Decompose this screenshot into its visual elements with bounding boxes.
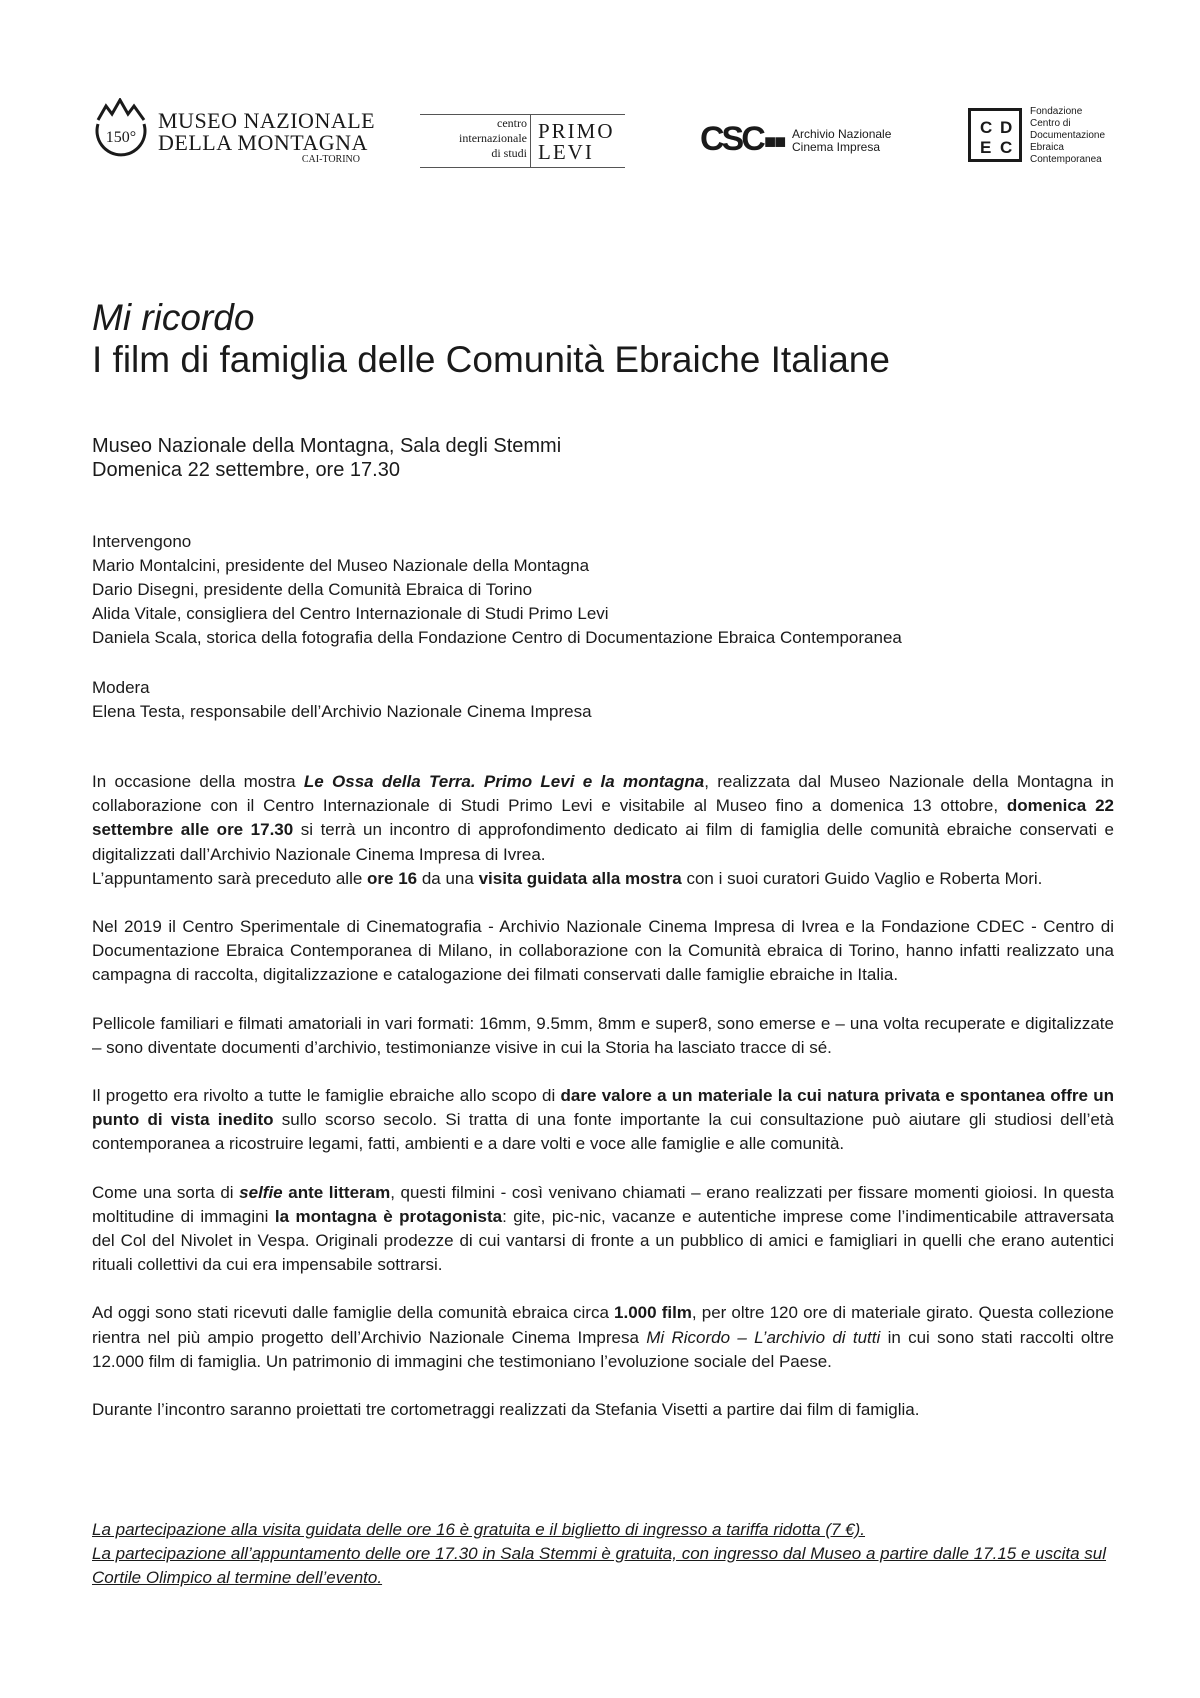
venue-place: Museo Nazionale della Montagna, Sala degli Stemmi [92,435,562,457]
cdec-letter: D [1000,118,1013,137]
text-run: , questi filmini - così venivano chiamati – erano realizzati per fissare momenti gioiosi. In questa moltitudine di immagini [92,1182,1114,1226]
bold-run: visita guidata alla mostra [478,868,682,888]
bold-run: la montagna è protagonista [274,1206,503,1226]
logo-rule [420,114,625,115]
bold-italic-run: selfie [239,1182,283,1202]
paragraph [92,1181,1114,1278]
speaker-item: Dario Disegni, presidente della Comunità Ebraica di Torino [92,580,533,599]
levi-logo-big-1: PRIMO [538,119,615,143]
cdec-desc-line: Fondazione [1030,106,1083,117]
paragraph [92,770,1114,867]
csc-logo-mark: CSC [700,120,763,158]
paragraph: Durante l’incontro saranno proiettati tre cortometraggi realizzati da Stefania Visetti a partire dai film di famiglia. [92,1400,920,1420]
text-run: In occasione della mostra [92,772,304,791]
bold-run: ore 16 [367,868,418,888]
museo-montagna-logo [92,96,376,176]
speaker-item: Mario Montalcini, presidente del Museo Nazionale della Montagna [92,556,590,575]
cdec-logo-description [1030,106,1105,166]
cdec-letter: C [1000,138,1013,157]
moderator-heading: Modera [92,678,150,697]
museo-badge-number: 150° [105,129,137,146]
text-run: Ad oggi sono stati ricevuti dalle famiglie della comunità ebraica circa [92,1303,615,1323]
text-run: Il progetto era rivolto a tutte le famiglie ebraiche allo scopo di [92,1086,561,1106]
participation-notes [92,1518,1114,1590]
bold-run: dare valore a un materiale la cui natura privata e spontanea offre un punto di vista inedito [92,1086,1115,1130]
csc-logo-line2: Cinema Impresa [792,140,881,154]
text-run: con i suoi curatori Guido Vaglio e Roberta Mori. [681,868,1043,888]
primo-levi-logo [420,96,625,176]
cdec-logo [968,96,1128,176]
bold-run: 1.000 film [614,1303,692,1323]
text-run: si terrà un incontro di approfondimento dedicato ai film di famiglia delle comunità ebraiche conservati e digitalizzati dall’Archivio Nazionale Cinema Impresa di Ivrea. [92,820,1115,864]
cdec-desc-line: Ebraica [1030,142,1064,153]
text-run: , realizzata dal Museo Nazionale della Montagna in collaborazione con il Centro Internazionale di Studi Primo Levi e visitabile al Museo fino a domenica 13 ottobre, [92,772,1114,816]
cdec-logo-box [968,108,1022,162]
paragraph [92,867,1114,891]
note-event-entry: La partecipazione all’appuntamento delle ore 17.30 in Sala Stemmi è gratuita, con ingresso dal Museo a partire dalle 17.15 e uscita sul Cortile Olimpico al termine dell’evento. [92,1544,1107,1587]
text-run: da una [417,868,479,888]
note-guided-visit: La partecipazione alla visita guidata delle ore 16 è gratuita e il biglietto di ingresso a tariffa ridotta (7 €). [92,1520,866,1539]
levi-logo-big-2: LEVI [538,140,594,164]
museo-logo-line1: MUSEO NAZIONALE [158,108,376,133]
speakers-heading: Intervengono [92,532,192,551]
paragraph [92,1301,1114,1374]
logo-rule [530,114,531,167]
levi-logo-small-1: centro [497,116,527,130]
event-venue [92,434,561,482]
bold-run: domenica 22 settembre alle ore 17.30 [92,796,1114,840]
paragraph: Nel 2019 il Centro Sperimentale di Cinematografia - Archivio Nazionale Cinema Impresa di Ivrea e la Fondazione CDEC - Centro di Documentazione Ebraica Contemporanea di Milano, in collaborazione con la Comunità ebraica di Torino, hanno infatti realizzato una campagna di raccolta, digitalizzazione e catalogazione dei filmati conservati dalle famiglie ebraiche in Italia. [92,917,1114,985]
cdec-letter: C [980,118,993,137]
italic-run: Mi Ricordo – L’archivio di tutti [646,1327,881,1347]
dots-icon: ■■ [764,131,785,153]
title-main: I film di famiglia delle Comunità Ebraiche Italiane [92,339,890,380]
speakers-section [92,530,902,650]
logo-rule [420,167,625,168]
mountain-emblem-icon [92,98,150,164]
title-italic: Mi ricordo [92,297,255,338]
text-run: : gite, pic-nic, vacanze e autentiche imprese come l’indimenticabile attraversata del Col del Nivolet in Vespa. Originali prodezze di cui vantarsi di fronte a un pubblico di amici e famigliari in quelli che erano autentici rituali collettivi da cui era impensabile sottrarsi. [92,1206,1114,1275]
exhibition-title: Le Ossa della Terra. Primo Levi e la montagna [303,772,705,791]
logo-bar [0,96,1200,176]
paragraph: Pellicole familiari e filmati amatoriali in vari formati: 16mm, 9.5mm, 8mm e super8, sono emerse e – una volta recuperate e digitalizzate – sono diventate documenti d’archivio, testimonianze visive in cui la Storia ha lasciato tracce di sé. [92,1013,1114,1057]
levi-logo-small-2: internazionale [459,131,527,145]
text-run: L’appuntamento sarà preceduto alle [92,868,368,888]
museo-logo-line2: DELLA MONTAGNA [158,130,368,155]
cdec-letter: E [980,138,992,157]
paragraph [92,1084,1114,1157]
body-text [92,770,1114,1446]
csc-logo-line1: Archivio Nazionale [792,127,892,141]
speaker-item: Alida Vitale, consigliera del Centro Internazionale di Studi Primo Levi [92,604,609,623]
text-run: Come una sorta di [92,1182,240,1202]
moderator-section [92,676,592,724]
cdec-desc-line: Centro di [1030,118,1071,129]
document-title [92,297,1112,381]
levi-logo-small-3: di studi [491,146,527,160]
museo-logo-line3: CAI-TORINO [301,154,360,165]
bold-run: ante litteram [282,1182,391,1202]
speaker-item: Daniela Scala, storica della fotografia della Fondazione Centro di Documentazione Ebraica Contemporanea [92,628,902,647]
text-run: , per oltre 120 ore di materiale girato. Questa collezione rientra nel più ampio progetto dell’Archivio Nazionale Cinema Impresa [92,1303,1114,1347]
csc-logo [700,96,910,176]
text-run: in cui sono stati raccolti oltre 12.000 film di famiglia. Un patrimonio di immagini che testimoniano l’evoluzione sociale del Paese. [92,1327,1115,1371]
moderator-name: Elena Testa, responsabile dell’Archivio Nazionale Cinema Impresa [92,702,592,721]
cdec-desc-line: Documentazione [1030,130,1106,141]
cdec-desc-line: Contemporanea [1030,154,1102,165]
venue-datetime: Domenica 22 settembre, ore 17.30 [92,459,400,481]
text-run: sullo scorso secolo. Si tratta di una fonte importante la cui consultazione può aiutare gli studiosi dell’età contemporanea a ricostruire legami, fatti, ambienti e a dare volti e voce alle famiglie e alle comunità. [92,1110,1114,1154]
